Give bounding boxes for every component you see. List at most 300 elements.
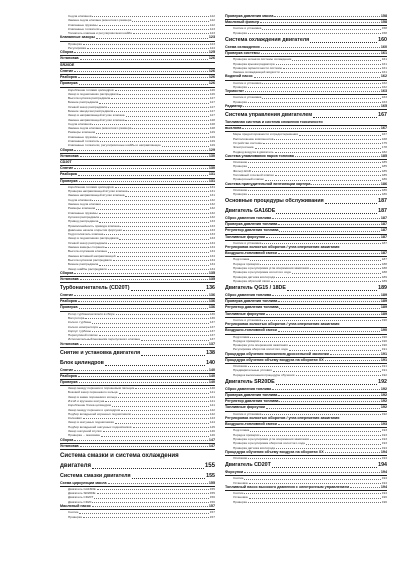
dot-leader (274, 139, 380, 140)
toc-entry-title: Толкатель клапана и регулировочная шайба (68, 31, 132, 36)
dot-leader (92, 468, 204, 469)
dot-leader (266, 314, 380, 315)
dot-leader (262, 83, 381, 84)
dot-leader (99, 327, 209, 328)
toc-page-number: 141 (209, 399, 215, 403)
toc-page-number: 140 (206, 359, 215, 366)
toc-page-number: 126 (208, 56, 215, 61)
toc-left-column (60, 14, 215, 519)
toc-entry-title: Проверка давления топлива (225, 222, 278, 227)
toc-entry-title: Проверка (233, 192, 247, 197)
dot-leader (325, 452, 380, 453)
toc-page-number: 142 (209, 411, 215, 416)
toc-section-heading (225, 462, 387, 470)
toc-page-number: 163 (380, 89, 387, 94)
toc-page-number: 132 (209, 206, 215, 211)
dot-leader (125, 196, 208, 197)
toc-section-heading (225, 112, 387, 120)
dot-leader (278, 253, 380, 254)
toc-entry-title: Разборка (60, 75, 77, 80)
dot-leader (92, 506, 208, 507)
dot-leader (276, 213, 377, 214)
toc-page-number: 131 (209, 189, 215, 194)
toc-entry-title: Ротор турбонагнетателя в сборе (68, 311, 115, 316)
toc-entry-title: Двигатель QG15 / 18DE (225, 285, 286, 292)
toc-entry-title: Подбор вкладышей шатунных подшипников (68, 424, 132, 429)
toc-entry-title: Клапанные толкатели (68, 26, 100, 31)
toc-section-heading (225, 285, 387, 293)
dot-leader (248, 458, 381, 459)
toc-entry-title: Проверка ... маховика (68, 433, 100, 438)
toc-entry-title: Зазор в шатунных подшипниках (68, 420, 115, 425)
toc-entry-title: Установка (60, 443, 79, 448)
toc-entry-title: Водяной насос (225, 74, 253, 79)
toc-entry-title: Подготовка (233, 257, 250, 262)
toc-page-number: 163 (381, 95, 387, 100)
toc-page-number: 186 (381, 192, 387, 197)
dot-leader (141, 340, 209, 341)
toc-entry-title: Боковой зазор поршневого кольца (68, 390, 118, 395)
dot-leader (289, 350, 381, 351)
dot-leader (97, 493, 209, 494)
toc-page-number: 191 (380, 357, 387, 362)
toc-entry-title: Воздушно-топливной смеси (225, 422, 277, 427)
dot-leader (132, 478, 206, 479)
dot-leader (121, 410, 209, 411)
toc-page-number: 140 (209, 386, 215, 391)
toc-entry (225, 279, 387, 283)
toc-page-number: 126 (208, 68, 215, 73)
toc-entry-title: Разборка (60, 172, 77, 177)
toc-page-number: 178 (381, 145, 387, 150)
dot-leader (112, 406, 209, 407)
toc-page-number: 189 (380, 293, 387, 298)
toc-entry-title: Проверка угла опережения зажигания (233, 343, 288, 348)
toc-entry-title: Проверка системы (225, 51, 260, 55)
dot-leader (133, 33, 209, 34)
dot-leader (276, 64, 381, 65)
toc-entry-title: Снятие (60, 367, 74, 372)
dot-leader (85, 318, 208, 319)
toc-entry-title: Порядок проверки (233, 338, 260, 343)
toc-page-number: 131 (208, 178, 215, 183)
toc-entry-title: Клапанные толкатели, регулировочные шайбы и направляющие (68, 143, 161, 148)
toc-page-number: 192 (378, 379, 387, 386)
dot-leader (100, 217, 209, 218)
dot-leader (79, 181, 208, 182)
dot-leader (287, 290, 377, 291)
toc-entry-title: Установка (60, 277, 79, 282)
dot-leader (92, 124, 208, 125)
toc-entry-title: Замена седла клапана ремонтного размера (68, 126, 132, 131)
toc-page-number: 193 (381, 441, 387, 446)
dot-leader (248, 366, 381, 367)
toc-entry-title: Проверка (60, 379, 78, 384)
toc-entry-title: Снятие и установка (233, 95, 262, 100)
toc-page-number: 134 (209, 249, 215, 254)
dot-leader (248, 167, 381, 168)
toc-page-number: 191 (380, 351, 387, 356)
toc-entry-title: Основные процедуры обслуживания (225, 198, 324, 205)
toc-page-number: 187 (381, 240, 387, 245)
toc-page-number: 185 (381, 160, 387, 165)
dot-leader (111, 98, 209, 99)
toc-page-number: 193 (381, 436, 387, 441)
dot-leader (125, 120, 208, 121)
toc-entry-title: Предварительные условия (233, 368, 272, 373)
toc-page-number: 190 (380, 328, 387, 333)
toc-section-heading (60, 285, 215, 293)
toc-page-number: 129 (208, 147, 215, 152)
toc-entry-title: Прямолинейность привода клапана (68, 223, 120, 228)
dot-leader (119, 393, 209, 394)
toc-entry-title: Блок цилиндров (60, 359, 104, 366)
toc-entry-title: Двигатель CD20T (225, 462, 271, 469)
toc-entry-title: Зазор в подшипниках распредвала (68, 236, 119, 241)
toc-entry-title: Сборка (60, 147, 74, 152)
toc-entry-title: Электросхема (233, 145, 254, 150)
toc-entry-title: Описание (233, 160, 248, 165)
toc-page-number: 126 (209, 91, 215, 96)
toc-page-number: 161 (381, 57, 387, 62)
toc-entry-title: Регулировка холостых оборотов / угла опережения зажигания (225, 322, 340, 327)
toc-page-number: 132 (209, 210, 215, 215)
dot-leader (123, 230, 209, 231)
toc-entry-title: Замена вставной направляющей (68, 253, 116, 258)
toc-entry-title: SR20DE (60, 62, 75, 67)
toc-entry-title: Снятие (233, 476, 244, 481)
toc-entry-title: Масляный насос (60, 504, 91, 509)
toc-entry-title: Турбонагнетатель (CD20T) (60, 285, 130, 292)
toc-page-number: 155 (204, 462, 215, 470)
toc-entry-title: Система управления двигателем (225, 112, 313, 119)
toc-entry-title: Воздушно-топливной смеси (225, 328, 277, 333)
toc-page-number: 160 (380, 44, 387, 49)
toc-entry-title: Размеры клапанов (68, 206, 96, 211)
dot-leader (80, 446, 208, 447)
dot-leader (245, 91, 380, 92)
toc-page-number: 132 (209, 202, 215, 207)
dot-leader (261, 53, 380, 54)
dot-leader (120, 226, 208, 227)
dot-leader (260, 22, 380, 23)
dot-leader (262, 243, 381, 244)
dot-leader (135, 388, 209, 389)
toc-entry-title: Система охлаждения двигателя (225, 37, 310, 43)
dot-leader (278, 301, 380, 302)
toc-entry-title: Проверка датчика кислорода (233, 274, 276, 279)
toc-entry-title: Зазор в направляющей втулке клапана (68, 113, 125, 118)
toc-page-number: 136 (208, 293, 215, 298)
toc-page-number: 146 (209, 429, 215, 434)
dot-leader (99, 222, 209, 223)
dot-leader (92, 200, 208, 201)
toc-page-number: 127 (209, 108, 215, 113)
dot-leader (279, 308, 379, 309)
toc-entry-title: Проверка давления масла (225, 14, 274, 18)
toc-page-number: 127 (209, 104, 215, 109)
dot-leader (248, 33, 381, 34)
toc-page-number: 161 (380, 51, 387, 55)
toc-page-number: 188 (381, 270, 387, 275)
dot-leader (296, 375, 381, 376)
toc-entry-title: Проверочный клапан (233, 177, 264, 182)
toc-entry-title: Зазор шатунной втулки (68, 429, 102, 434)
toc-entry-title: Колесо турбины (68, 320, 92, 325)
dot-leader (99, 213, 209, 214)
dot-leader (248, 162, 381, 163)
dot-leader (248, 102, 381, 103)
dot-leader (275, 152, 381, 153)
toc-page-number: 126 (208, 75, 215, 80)
toc-entry-title: Проверка и регулировка угла опережения зажигания (233, 266, 310, 271)
toc-entry-title: Клапанный толкатель (68, 139, 100, 144)
toc-page-number: 129 (209, 143, 215, 148)
toc-page-number: 175 (381, 140, 387, 145)
toc-entry-title: Замена направляющей втулки клапана (68, 117, 125, 122)
dot-leader (283, 68, 381, 69)
toc-page-number: 162 (381, 84, 387, 89)
dot-leader (310, 42, 377, 43)
dot-leader (292, 273, 381, 274)
toc-entry-title: Проверка и регулировка угла опережения зажигания (233, 436, 310, 441)
toc-page-number: 131 (209, 184, 215, 189)
dot-leader (262, 320, 381, 321)
toc-entry-title: Регулировка оборотов холостого хода (233, 347, 288, 352)
dot-leader (113, 260, 209, 261)
dot-leader (250, 431, 381, 432)
dot-leader (249, 483, 381, 484)
dot-leader (299, 135, 381, 136)
dot-leader (119, 239, 208, 240)
toc-page-number: 185 (381, 172, 387, 177)
dot-leader (80, 59, 208, 60)
toc-entry-title: Двигатель CD20T (68, 495, 94, 500)
toc-entry-title: Замена камеры сгорания (68, 245, 105, 250)
toc-entry-title: Проверка датчика кислорода (233, 445, 276, 450)
toc-section-heading (225, 198, 387, 206)
dot-leader (133, 427, 209, 428)
toc-page-number: 187 (381, 257, 387, 262)
toc-entry-title: Двигатель SR20DE (68, 491, 96, 496)
dot-leader (83, 418, 209, 419)
toc-entry-title: Осевой зазор распредвала (68, 240, 108, 245)
toc-page-number: 126 (209, 87, 215, 92)
dot-leader (292, 60, 381, 61)
toc-entry-title: Зазор в замке поршневого кольца (68, 394, 117, 399)
dot-leader (244, 493, 380, 494)
toc-page-number: 167 (381, 132, 387, 137)
toc-entry (225, 456, 387, 460)
toc-entry-title: Двигатель GA16DE (68, 486, 96, 491)
toc-entry-title: Порядок проверки (233, 261, 260, 266)
toc-page-number: 158 (381, 26, 387, 31)
dot-leader (260, 264, 381, 265)
dot-leader (78, 376, 208, 377)
toc-entry-title: Проверка (68, 514, 82, 519)
toc-page-number: 127 (209, 96, 215, 101)
toc-entry-title: Проверка давления топлива (225, 299, 278, 304)
toc-page-number: 194 (380, 449, 387, 454)
toc-entry-title: Схема циркуляции масла (60, 480, 107, 485)
toc-page-number: 141 (209, 390, 215, 395)
toc-entry-title: Установка (233, 495, 248, 500)
toc-entry-title: Проверка (60, 305, 78, 310)
toc-page-number: 155 (206, 472, 215, 479)
toc-section-heading (60, 360, 215, 368)
dot-leader (78, 175, 208, 176)
toc-entry-title: Проверка и регулировка холостого хода (233, 270, 291, 275)
toc-page-number: 137 (209, 333, 215, 338)
dot-leader (99, 103, 209, 104)
toc-entry-title: выхлопа (225, 126, 242, 131)
dot-leader (78, 77, 208, 78)
toc-page-number: 185 (380, 153, 387, 158)
dot-leader (92, 323, 209, 324)
dot-leader (311, 184, 379, 185)
toc-entry-title: Снятие и установка (233, 240, 262, 245)
toc-subsection-entry (60, 342, 215, 348)
toc-entry-title: Регулировка (68, 45, 87, 50)
toc-entry-title: Вал ротора (68, 315, 85, 320)
dot-leader (252, 171, 381, 172)
toc-page-number: 122 (209, 22, 215, 27)
toc-section-heading (225, 208, 387, 216)
dot-leader (128, 191, 208, 192)
toc-page-number: 191 (381, 364, 387, 369)
toc-entry-title: Биение распредвала (68, 100, 99, 105)
toc-page-number: 134 (209, 257, 215, 262)
dot-leader (131, 290, 206, 291)
toc-entry-title: Проверка (233, 99, 247, 104)
toc-entry-title: Порядок выполнения процедуры обучения (233, 372, 295, 377)
toc-entry-title: Коленвал (68, 416, 82, 421)
toc-page-number: 144 (209, 420, 215, 425)
dot-leader (272, 467, 377, 468)
dot-leader (266, 237, 380, 238)
dot-leader (105, 247, 208, 248)
toc-entry-title: Воздушно-топливной смеси (225, 251, 277, 256)
toc-entry (225, 192, 387, 196)
toc-entry-title: Снятие и установка (233, 80, 262, 85)
dot-leader (108, 107, 209, 108)
dot-leader (310, 439, 381, 440)
toc-section-heading (225, 379, 387, 387)
toc-entry (225, 31, 387, 35)
dot-leader (79, 308, 208, 309)
dot-leader (306, 444, 381, 445)
dot-leader (116, 314, 209, 315)
toc-page-number: 187 (380, 215, 387, 220)
toc-entry-title: Топливный насос высокого давления с электронным управлением (225, 484, 350, 489)
toc-page-number: 168 (381, 136, 387, 141)
toc-page-number: 126 (208, 81, 215, 86)
dot-leader (74, 71, 208, 72)
toc-page-number: 156 (209, 495, 215, 500)
toc-page-number: 123 (209, 31, 215, 36)
toc-page-number: 191 (381, 347, 387, 352)
dot-leader (102, 204, 209, 205)
toc-page-number: 194 (381, 476, 387, 481)
toc-entry-title: Система улавливания паров топлива (225, 153, 294, 158)
toc-entry-title: Корпус турбины (68, 328, 91, 333)
toc-page-number: 128 (209, 126, 215, 131)
toc-entry-title: Термостат (225, 89, 244, 94)
toc-page-number: 189 (380, 305, 387, 310)
toc-entry-title: Зазор между поршнем и поршневым пальцем (68, 386, 135, 391)
toc-entry-title: Система смазки и система охлаждения (60, 452, 179, 460)
dot-leader (242, 128, 380, 129)
toc-entry-title: Биение звездочки распредвала (68, 108, 114, 113)
toc-entry-title: Проверка герметичности системы (233, 65, 282, 70)
dot-leader (104, 234, 208, 235)
toc-page-number: 190 (381, 317, 387, 322)
toc-page-number: 187 (380, 222, 387, 227)
toc-entry-title: Описание (233, 364, 248, 369)
toc-page-number: 193 (380, 422, 387, 427)
dot-leader (74, 168, 208, 169)
toc-page-number: 156 (209, 499, 215, 504)
toc-page-number: 157 (209, 514, 215, 519)
toc-page-number: 158 (381, 30, 387, 35)
toc-page-number: 133 (209, 227, 215, 232)
toc-page-number: 131 (208, 172, 215, 177)
toc-entry (60, 515, 215, 519)
toc-page-number: 187 (380, 251, 387, 256)
toc-page-number: 182 (381, 149, 387, 154)
toc-entry-title: Процедура обучения объему воздуха на оборотах XX (225, 357, 324, 362)
toc-entry-title: Седла клапанов (68, 14, 92, 18)
dot-leader (100, 29, 208, 30)
dot-leader (80, 344, 208, 345)
toc-page-number: 188 (381, 266, 387, 271)
toc-page-number: 122 (209, 14, 215, 18)
toc-entry-title: Снятие (60, 293, 74, 298)
toc-page-number: 160 (378, 37, 387, 43)
toc-page-number: 136 (209, 315, 215, 320)
toc-entry-title: Проверка крышки радиатора (233, 61, 275, 66)
toc-page-number: 185 (381, 164, 387, 169)
toc-entry-title: Биение распредвала (68, 262, 99, 267)
toc-right-column (225, 14, 387, 504)
dot-leader (265, 180, 381, 181)
dot-leader (114, 111, 209, 112)
toc-page-number: 196 (381, 495, 387, 500)
toc-page-number: 190 (381, 338, 387, 343)
toc-page-number: 163 (381, 99, 387, 104)
toc-entry-title: Проверка (233, 30, 247, 35)
toc-page-number: 133 (209, 223, 215, 228)
toc-page-number: 135 (208, 277, 215, 282)
toc-subsection-entry (225, 104, 387, 110)
toc-page-number: 186 (380, 181, 387, 186)
toc-page-number: 194 (381, 456, 387, 461)
dot-leader (260, 341, 381, 342)
dot-leader (87, 48, 209, 49)
dot-leader (132, 21, 209, 22)
toc-entry-title: Регулятор давления топлива (225, 228, 279, 233)
toc-entry-title: Замена направляющей втулки клапана (68, 193, 125, 198)
toc-page-number: 187 (380, 234, 387, 239)
toc-entry-title: Гидротолкатель клапана (68, 232, 104, 237)
dot-leader (74, 273, 208, 274)
toc-entry-title: Кулачки распредвала (68, 214, 99, 219)
toc-page-number: 136 (209, 311, 215, 316)
toc-page-number: 167 (380, 126, 387, 131)
dot-leader (74, 440, 208, 441)
toc-page-number: 137 (208, 341, 215, 346)
toc-page-number: 187 (378, 208, 387, 215)
